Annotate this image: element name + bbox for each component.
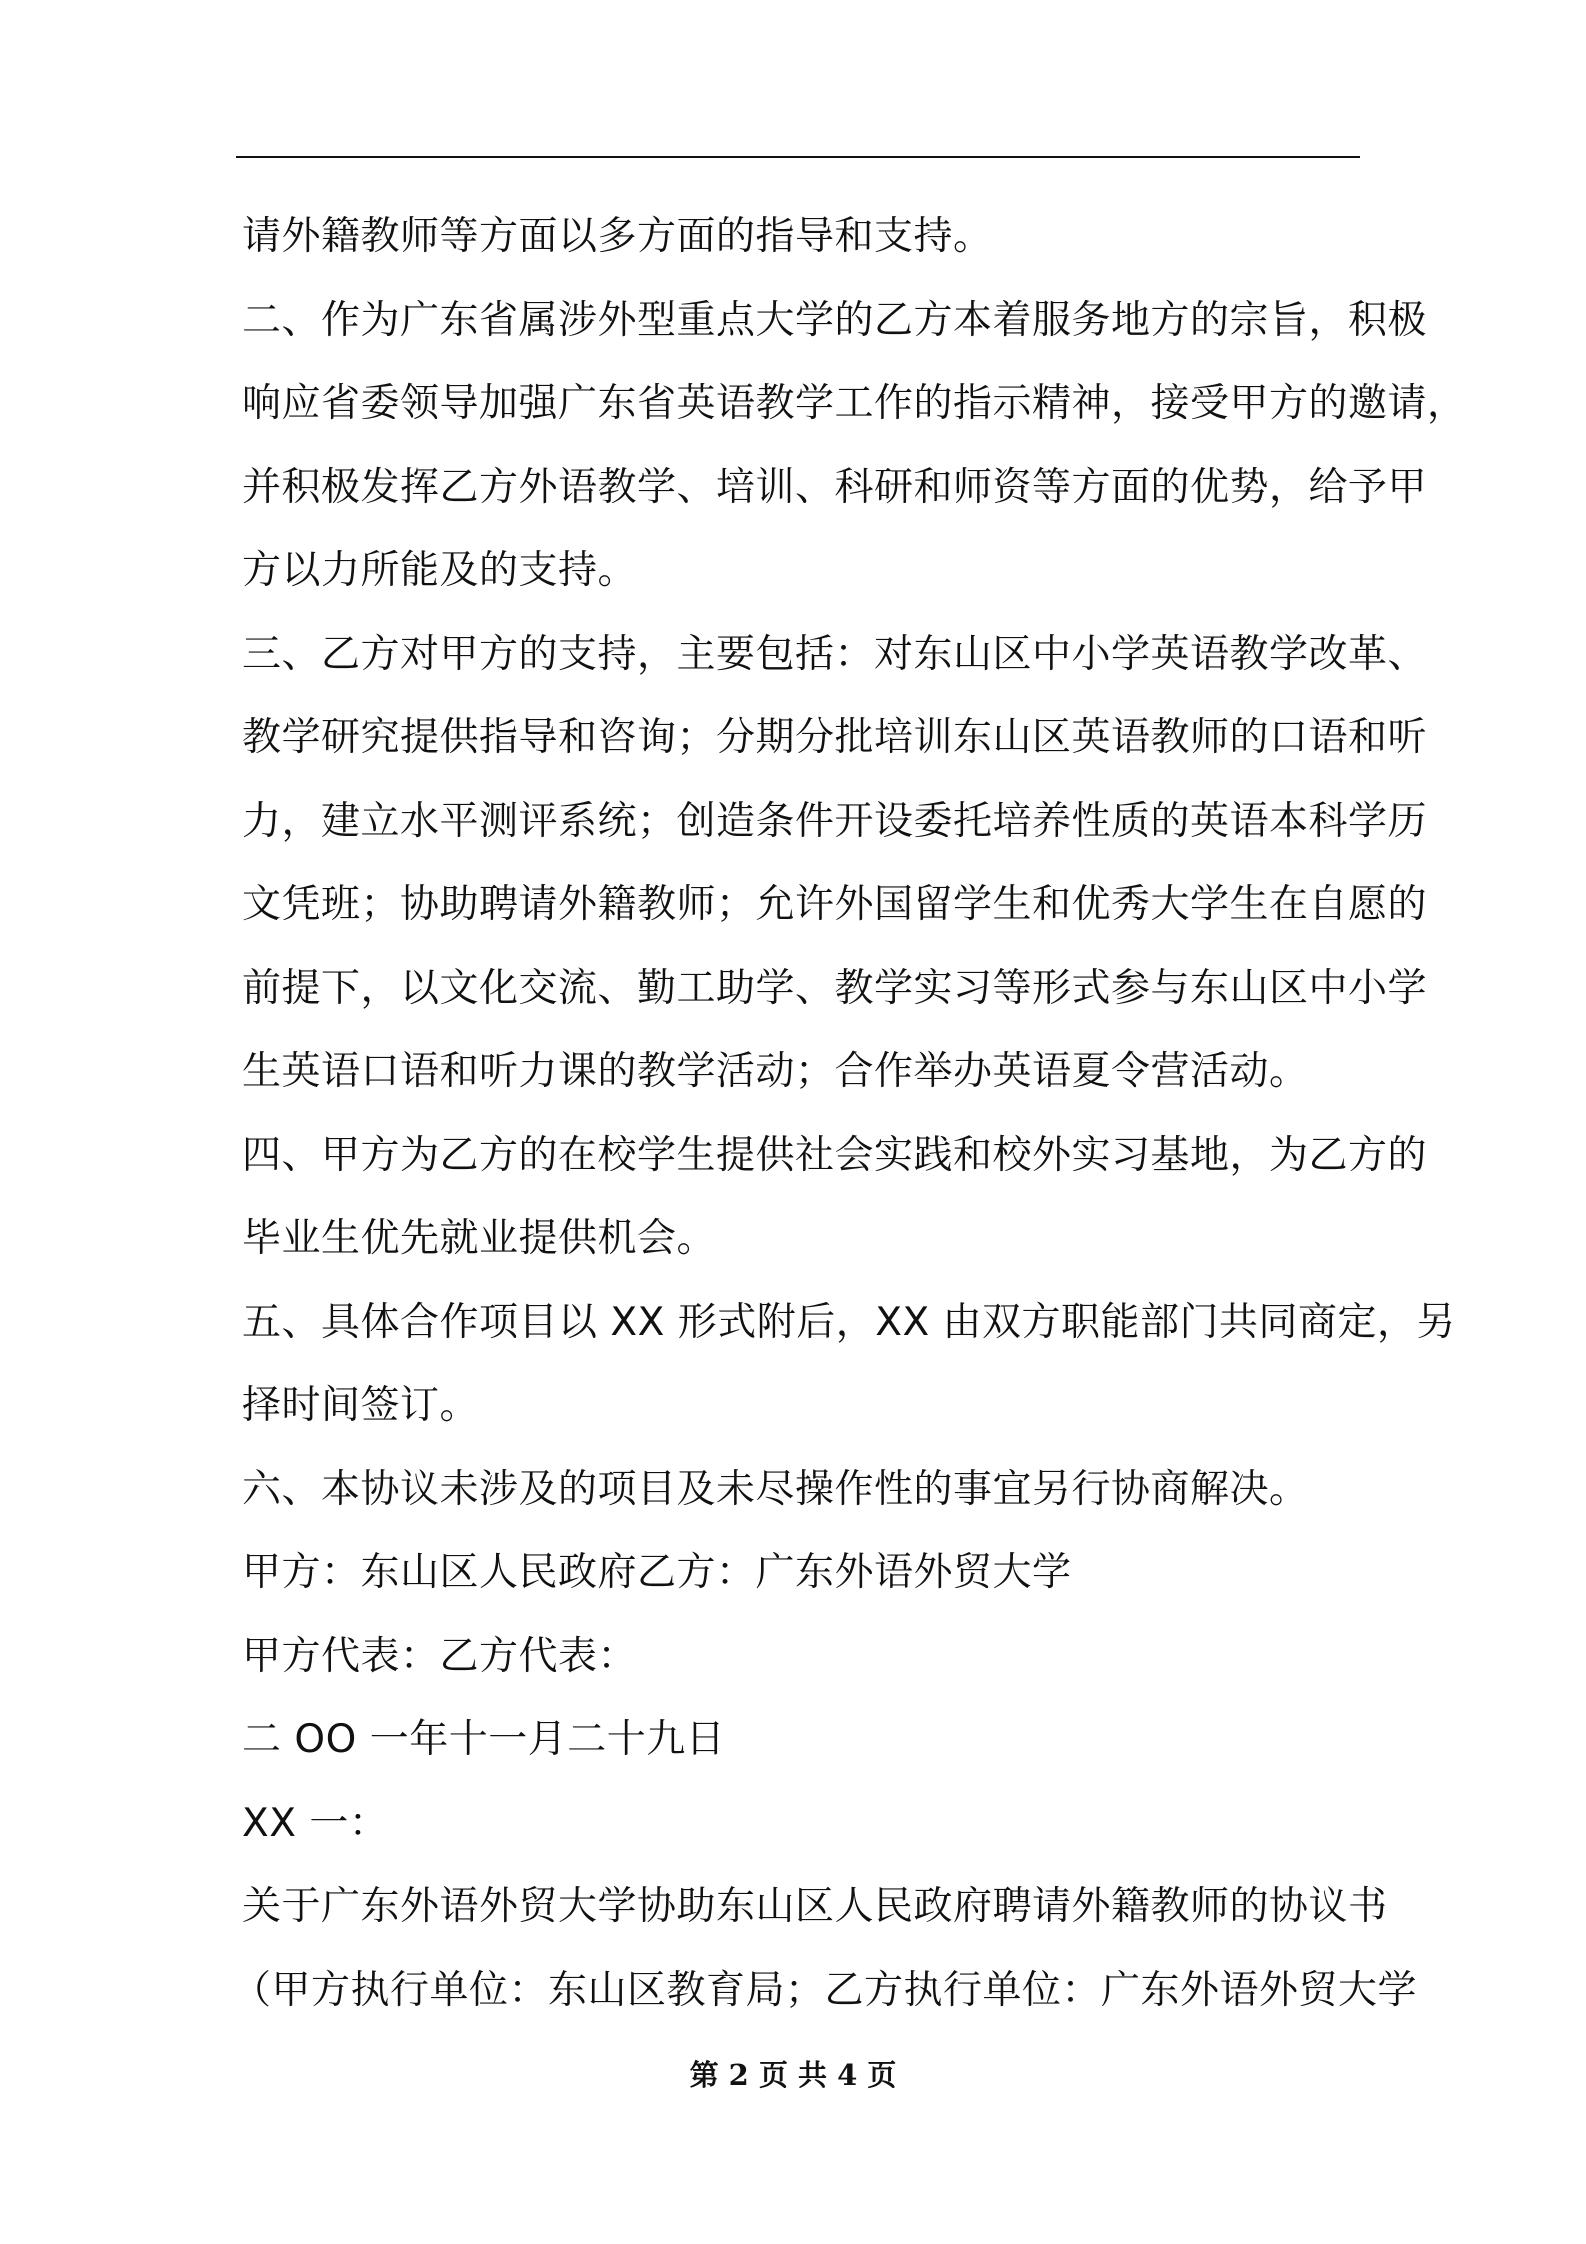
- body-line: 响应省委领导加强广东省英语教学工作的指示精神，接受甲方的邀请，: [242, 381, 1467, 426]
- body-line: 请外籍教师等方面以多方面的指导和支持。: [242, 214, 993, 259]
- body-line: 力，建立水平测评系统；创造条件开设委托培养性质的英语本科学历: [242, 798, 1428, 844]
- body-line: 二 OO 一年十一月二十九日: [242, 1717, 726, 1762]
- document-body: [232, 195, 1467, 2032]
- header-divider: [236, 156, 1360, 158]
- body-line: XX 一：: [242, 1800, 389, 1846]
- body-line: 教学研究提供指导和咨询；分期分批培训东山区英语教师的口语和听: [242, 715, 1428, 760]
- body-line: 二、作为广东省属涉外型重点大学的乙方本着服务地方的宗旨，积极: [242, 297, 1428, 343]
- body-line: 文凭班；协助聘请外籍教师；允许外国留学生和优秀大学生在自愿的: [242, 882, 1428, 927]
- body-line: 甲方：东山区人民政府乙方：广东外语外贸大学: [242, 1550, 1072, 1595]
- body-line: 并积极发挥乙方外语教学、培训、科研和师资等方面的优势，给予甲: [242, 464, 1428, 510]
- page-number-footer: 第 2 页 共 4 页: [689, 2058, 897, 2092]
- body-line: 择时间签订。: [242, 1383, 480, 1428]
- body-line: 六、本协议未涉及的项目及未尽操作性的事宜另行协商解决。: [242, 1466, 1309, 1512]
- body-line: 五、具体合作项目以 XX 形式附后，XX 由双方职能部门共同商定，另: [242, 1299, 1457, 1345]
- body-line: 前提下，以文化交流、勤工助学、教学实习等形式参与东山区中小学: [242, 965, 1428, 1011]
- body-line: 生英语口语和听力课的教学活动；合作举办英语夏令营活动。: [242, 1049, 1309, 1094]
- body-line: 关于广东外语外贸大学协助东山区人民政府聘请外籍教师的协议书: [242, 1884, 1388, 1929]
- body-line: 毕业生优先就业提供机会。: [242, 1216, 717, 1261]
- body-line: 三、乙方对甲方的支持，主要包括：对东山区中小学英语教学改革、: [242, 631, 1428, 677]
- body-line: 甲方代表：乙方代表：: [242, 1633, 638, 1679]
- body-line: 四、甲方为乙方的在校学生提供社会实践和校外实习基地，为乙方的: [242, 1132, 1428, 1178]
- body-line: （甲方执行单位：东山区教育局；乙方执行单位：广东外语外贸大学: [232, 1967, 1418, 2013]
- body-line: 方以力所能及的支持。: [242, 548, 638, 593]
